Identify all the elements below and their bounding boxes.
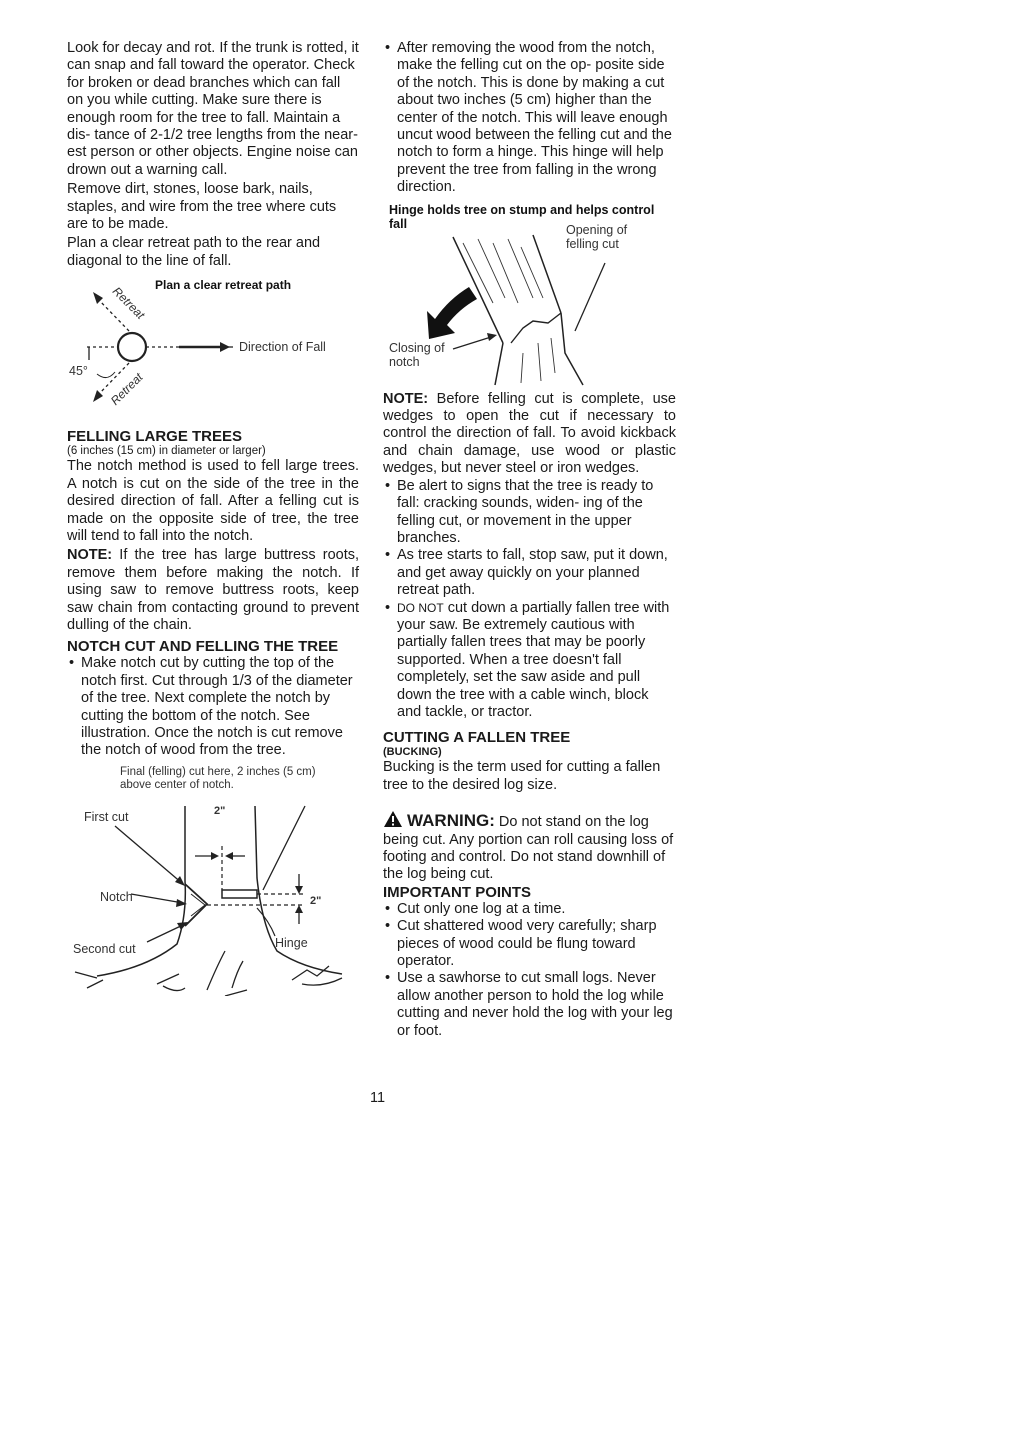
- retreat-label-upper: Retreat: [109, 284, 148, 323]
- warning-icon: [383, 810, 403, 828]
- felling-cut-bullet: • After removing the wood from the notch, make the felling cut on the op- posite side of the notch. This is done by making a cut about two inches (5 cm) higher than the center of the notch. This will leave enough uncut wood between the felling cut and the notch to form a hinge. This hinge will help prevent the tree from falling in the wrong direction.: [383, 40, 676, 197]
- note-label: NOTE:: [67, 547, 113, 564]
- bullet-do-not: [383, 600, 676, 722]
- important-points-list: [383, 901, 676, 1040]
- right-column: [383, 40, 676, 1040]
- opening-label: Opening of felling cut: [566, 222, 628, 251]
- retreat-path-figure: [67, 278, 359, 430]
- cutting-fallen-tree-heading: CUTTING A FALLEN TREE: [383, 729, 571, 747]
- hinge-figure-title: Hinge holds tree on stump and helps control fall: [389, 202, 655, 231]
- falling-bullets: [383, 478, 676, 722]
- wedges-note: [383, 391, 676, 478]
- do-not-text: cut down a partially fallen tree with your saw. Be extremely cautious with partially fallen trees that may be poorly supported. When a tree doesn't fall completely, set the saw aside and pull down the tree with a cable winch, block and tackle, or tractor.: [397, 599, 670, 720]
- warning-label: WARNING:: [407, 811, 495, 831]
- wedges-note-text: Before felling cut is complete, use wedges to open the cut if necessary to control the direction of fall. To avoid kickback and chain damage, use wood or plastic wedges, but never steel or iron wedges.: [383, 390, 677, 477]
- warning-block: [383, 810, 676, 884]
- bucking-paragraph: Bucking is the term used for cutting a fallen tree to the desired log size.: [383, 759, 661, 793]
- notch-diagram: [67, 766, 359, 996]
- page-number: 11: [370, 1090, 386, 1106]
- retreat-label-lower: Retreat: [107, 370, 146, 409]
- intro-paragraph: Look for decay and rot. If the trunk is rotted, it can snap and fall toward the operator. Check for broken or dead branches which can fall on you while cutting. Make sure there is enough room for the tree to fall. Maintain a dis- tance of 2-1/2 tree lengths from the near- est person or other objects. Engine noise can drown out a warning call.: [67, 40, 359, 178]
- buttress-note: [67, 547, 359, 634]
- wedges-note-label: NOTE:: [383, 390, 429, 407]
- important-bullet-3: • Use a sawhorse to cut small logs. Never allow another person to hold the log while cutting and never hold the log with your leg or foot.: [383, 970, 676, 1040]
- hinge-figure: [383, 203, 676, 389]
- important-bullet-1: • Cut only one log at a time.: [383, 901, 676, 918]
- notch-label: Notch: [100, 889, 133, 904]
- remove-debris-paragraph: Remove dirt, stones, loose bark, nails, staples, and wire from the tree where cuts are to be made.: [67, 181, 337, 233]
- hinge-label: Hinge: [275, 935, 308, 950]
- important-bullet-2: • Cut shattered wood very carefully; sharp pieces of wood could be flung toward operator.: [383, 918, 676, 970]
- direction-of-fall-label: Direction of Fall: [239, 340, 326, 355]
- notch-bullet-list: [67, 655, 359, 759]
- do-not-label: DO NOT: [397, 600, 444, 615]
- felling-subheading: (6 inches (15 cm) in diameter or larger): [67, 445, 266, 458]
- second-cut-label: Second cut: [73, 941, 136, 956]
- first-cut-label: First cut: [84, 809, 129, 824]
- warning-text: Do not stand on the log being cut. Any portion can roll causing loss of footing and control. Do not stand downhill of the log being cut.: [383, 814, 674, 883]
- closing-label: Closing of notch: [389, 340, 445, 369]
- retreat-diagram: [67, 278, 359, 430]
- felling-large-trees-heading: FELLING LARGE TREES: [67, 428, 243, 446]
- retreat-path-paragraph: Plan a clear retreat path to the rear and diagonal to the line of fall.: [67, 235, 321, 269]
- left-column: [67, 40, 359, 996]
- two-inch-side-label: 2": [310, 894, 322, 907]
- angle-label: 45°: [69, 364, 88, 379]
- felling-cut-bullet-list: [383, 40, 676, 197]
- bullet-retreat: • As tree starts to fall, stop saw, put it down, and get away quickly on your planned retreat path.: [383, 547, 676, 599]
- notch-cut-heading: NOTCH CUT AND FELLING THE TREE: [67, 638, 339, 656]
- note-text: If the tree has large buttress roots, remove them before making the notch. If using saw to remove buttress roots, keep saw chain from contacting ground to prevent dulling of the chain.: [67, 547, 360, 633]
- notch-figure-caption: Final (felling) cut here, 2 inches (5 cm) above center of notch.: [120, 765, 316, 792]
- important-points-heading: IMPORTANT POINTS: [383, 883, 532, 901]
- notch-cut-figure: [67, 766, 359, 996]
- notch-bullet: • Make notch cut by cutting the top of the notch first. Cut through 1/3 of the diameter of the tree. Next complete the notch by cutting the bottom of the notch. See illustration. Once the notch is cut remove the notch of wood from the tree.: [67, 655, 359, 759]
- felling-paragraph: The notch method is used to fell large trees. A notch is cut on the side of the tree in the desired direction of fall. After a felling cut is made on the opposite side of tree, the tree will tend to fall into the notch.: [67, 458, 359, 544]
- two-inch-top-label: 2": [214, 804, 226, 817]
- bullet-alert: • Be alert to signs that the tree is ready to fall: cracking sounds, widen- ing of the felling cut, or movement in the upper branches.: [383, 478, 676, 548]
- bucking-subheading: (BUCKING): [383, 746, 442, 759]
- retreat-figure-title: Plan a clear retreat path: [155, 278, 292, 293]
